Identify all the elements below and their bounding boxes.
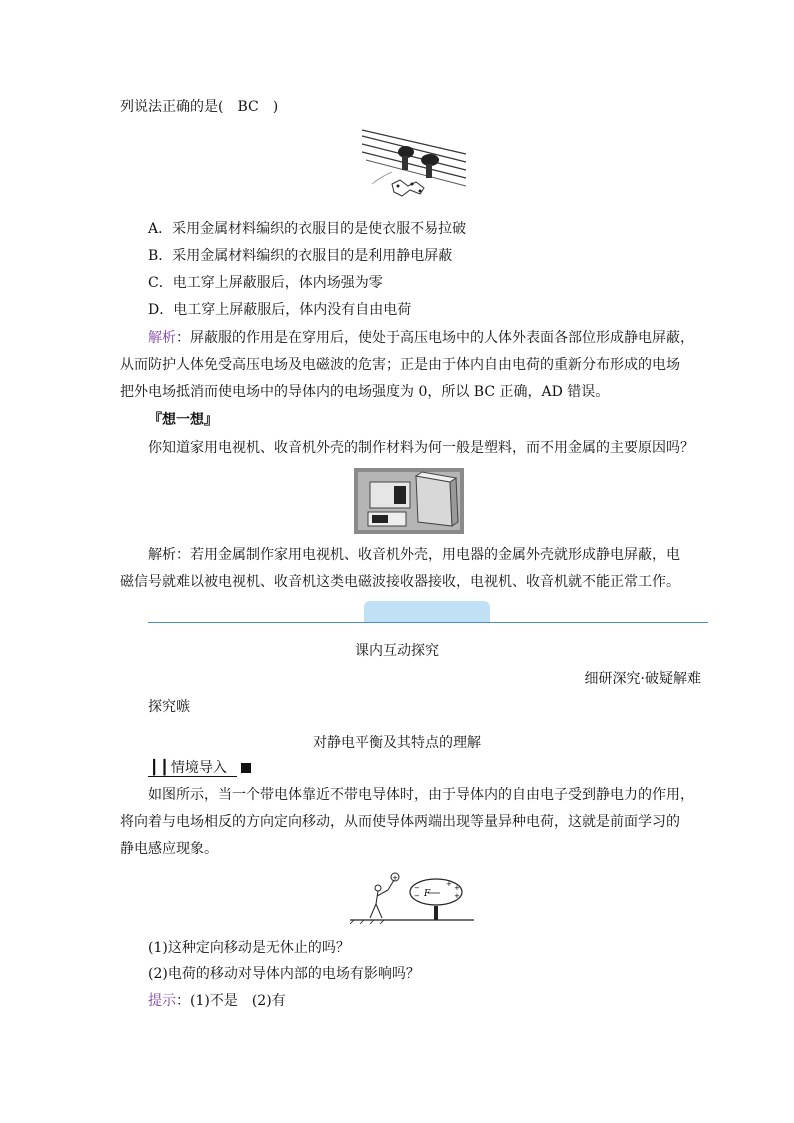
minus-label-1: − [414,884,420,892]
plus-label-2: + [454,892,460,900]
scene-label: 情境导入 [170,760,227,776]
topic-title: 对静电平衡及其特点的理解 [313,735,481,751]
section-subtitle: 细研深究·破疑解难 [584,671,701,687]
analysis-line-2: 从而防护人体免受高压电场及电磁波的危害；正是由于体内自由电荷的重新分布形成的电场 [120,357,680,373]
analysis-line-1: 解析：屏蔽服的作用是在穿用后，使处于高压电场中的人体外表面各部位形成静电屏蔽， [148,330,694,346]
electrostatic-induction-figure [350,872,474,924]
think-answer-line-2: 磁信号就难以被电视机、收音机这类电磁波接收器接收，电视机、收音机就不能正常工作。 [120,574,680,590]
question-stem: 列说法正确的是( BC ) [120,99,279,115]
explore-point: 探究嗾 [148,699,190,715]
scene-heading [148,758,251,778]
plus-label-3: + [446,880,452,888]
think-heading: 『想一想』 [148,412,218,428]
hint-label: 提示 [148,993,176,1009]
minus-label-2: − [414,892,420,900]
power-line-workers-figure [362,124,466,200]
scene-line-3: 静电感应现象。 [120,841,218,857]
option-a: A．采用金属材料编织的衣服目的是使衣服不易拉破 [148,221,467,237]
option-b: B．采用金属材料编织的衣服目的是利用静电屏蔽 [148,248,453,264]
force-label: F [424,889,431,899]
scene-line-1: 如图所示，当一个带电体靠近不带电导体时，由于导体内的自由电子受到静电力的作用， [148,787,694,803]
scene-line-2: 将向着与电场相反的方向定向移动，从而使导体两端出现等量异种电荷，这就是前面学习的 [120,814,680,830]
section-tab [364,601,490,622]
section-divider [148,622,708,623]
tv-radio-figure [354,468,464,534]
scene-bars: ┃┃ [150,760,171,776]
square-icon [241,763,251,773]
section-title: 课内互动探究 [355,643,439,659]
charge-plus-label: + [392,874,398,882]
sub-question-2: (2)电荷的移动对导体内部的电场有影响吗？ [148,966,420,982]
hint-text: ：(1)不是 (2)有 [176,993,286,1009]
sub-question-1: (1)这种定向移动是无休止的吗？ [148,940,350,956]
analysis-label: 解析 [148,330,176,346]
think-answer-line-1: 解析：若用金属制作家用电视机、收音机外壳，用电器的金属外壳就形成静电屏蔽，电 [148,547,680,563]
plus-label-1: + [454,884,460,892]
option-c: C．电工穿上屏蔽服后，体内场强为零 [148,275,383,291]
analysis-line-3: 把外电场抵消而使电场中的导体内的电场强度为 0，所以 BC 正确，AD 错误。 [120,384,610,400]
hint-line [148,991,286,1011]
option-d: D．电工穿上屏蔽服后，体内没有自由电荷 [148,302,412,318]
think-question: 你知道家用电视机、收音机外壳的制作材料为何一般是塑料，而不用金属的主要原因吗？ [148,440,694,456]
